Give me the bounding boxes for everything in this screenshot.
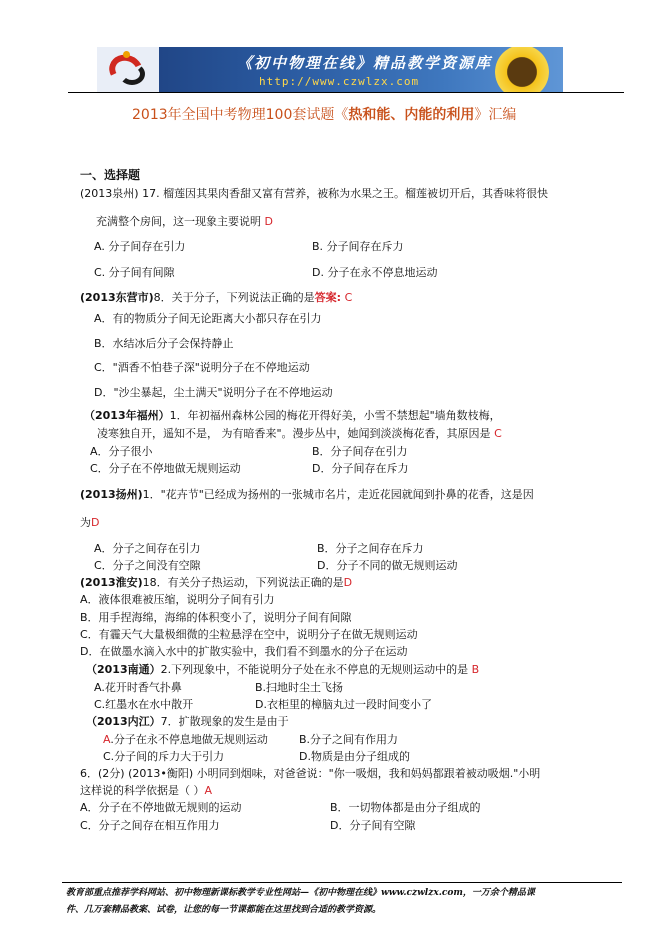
- q6-option-d: D.衣柜里的樟脑丸过一段时间变小了: [255, 698, 432, 711]
- q1-stem-line2: 充满整个房间，这一现象主要说明 D: [96, 215, 273, 228]
- footer-line1: 教育部重点推荐学科网站、初中物理新课标教学专业性网站—《初中物理在线》www.czwlzx.com，一万余个精品课: [66, 888, 535, 898]
- q4-stem-line1: (2013扬州)1．"花卉节"已经成为扬州的一张城市名片，走近花园就闻到扑鼻的花香，这是因: [80, 488, 534, 501]
- banner-url[interactable]: http://www.czwlzx.com: [259, 75, 420, 88]
- q8-option-a: A．分子在不停地做无规则的运动: [80, 801, 242, 814]
- q7-answer: A: [103, 733, 111, 746]
- header-rule: [68, 92, 624, 93]
- q4-option-c: C．分子之间没有空隙: [94, 559, 201, 572]
- q4-answer: D: [91, 516, 100, 529]
- q4-stem-line2: 为D: [80, 516, 100, 529]
- q6-option-b: B.扫地时尘土飞扬: [255, 681, 344, 694]
- q6-stem: （2013南通）2.下列现象中，不能说明分子处在永不停息的无规则运动中的是 B: [86, 663, 480, 676]
- q7-option-d: D.物质是由分子组成的: [299, 750, 410, 763]
- q8-stem-line1: 6．(2分) (2013•衡阳) 小明同到烟味，对爸爸说："你一吸烟，我和妈妈都跟着被动吸烟."小明: [80, 767, 541, 780]
- q3-option-d: D．分子间存在斥力: [312, 462, 409, 475]
- q8-option-b: B．一切物体都是由分子组成的: [330, 801, 481, 814]
- q7-option-b: B.分子之间有作用力: [299, 733, 399, 746]
- q8-option-c: C．分子之间存在相互作用力: [80, 819, 220, 832]
- q2-option-b: B．水结冰后分子会保持静止: [94, 337, 234, 350]
- section-heading: 一、选择题: [80, 168, 141, 182]
- q3-answer: C: [494, 427, 502, 440]
- site-logo: [97, 47, 159, 93]
- q4-option-d: D．分子不同的做无规则运动: [317, 559, 458, 572]
- document-title: 2013年全国中考物理100套试题《热和能、内能的利用》汇编: [132, 107, 517, 123]
- sunflower-icon: [487, 47, 557, 93]
- q6-answer: B: [471, 663, 480, 676]
- q1-option-c: C. 分子间有间隙: [94, 266, 175, 279]
- q3-option-b: B．分子间存在引力: [312, 445, 408, 458]
- q2-stem: (2013东营市)8．关于分子，下列说法正确的是答案: C: [80, 291, 353, 304]
- q8-stem-line2: 这样说的科学依据是（ ）A: [80, 784, 213, 797]
- q2-option-c: C．"酒香不怕巷子深"说明分子在不停地运动: [94, 361, 310, 374]
- q4-option-a: A．分子之间存在引力: [94, 542, 201, 555]
- q5-option-c: C．有霾天气大量极细微的尘粒悬浮在空中，说明分子在做无规则运动: [80, 628, 418, 641]
- q2-answer: C: [344, 291, 353, 304]
- q5-answer: D: [343, 576, 353, 589]
- footer-line2: 件、几万套精品教案、试卷，让您的每一节课都能在这里找到合适的教学资源。: [66, 905, 382, 915]
- q1-option-b: B. 分子间存在斥力: [312, 240, 404, 253]
- q2-option-d: D．"沙尘暴起，尘土满天"说明分子在不停地运动: [94, 386, 333, 399]
- q3-stem-line2: 凌寒独自开，遥知不是， 为有暗香来"。漫步丛中，她闻到淡淡梅花香，其原因是 C: [97, 427, 502, 440]
- q1-option-a: A. 分子间存在引力: [94, 240, 186, 253]
- q3-stem-line1: （2013年福州）1．年初福州森林公园的梅花开得好美，小雪不禁想起"墙角数枝梅，: [84, 409, 501, 422]
- q5-option-d: D．在做墨水滴入水中的扩散实验中，我们看不到墨水的分子在运动: [80, 645, 408, 658]
- q8-option-d: D．分子间有空隙: [330, 819, 416, 832]
- q7-option-c: C.分子间的斥力大于引力: [103, 750, 225, 763]
- q1-stem-line1: (2013泉州) 17. 榴莲因其果肉香甜又富有营养，被称为水果之王。榴莲被切开后，其香味将很快: [80, 187, 549, 200]
- q3-option-a: A．分子很小: [90, 445, 153, 458]
- site-banner: [97, 47, 563, 93]
- q7-stem: （2013内江）7．扩散现象的发生是由于: [86, 715, 289, 728]
- footer-rule: [62, 882, 622, 883]
- q8-answer: A: [204, 784, 213, 797]
- q5-option-b: B．用手捏海绵，海绵的体积变小了，说明分子间有间隙: [80, 611, 352, 624]
- q1-answer: D: [264, 215, 273, 228]
- q6-option-c: C.红墨水在水中散开: [94, 698, 194, 711]
- q3-option-c: C．分子在不停地做无规则运动: [90, 462, 241, 475]
- q4-option-b: B．分子之间存在斥力: [317, 542, 424, 555]
- banner-title: 《初中物理在线》精品教学资源库: [237, 54, 493, 72]
- q2-option-a: A．有的物质分子间无论距离大小都只存在引力: [94, 312, 322, 325]
- q1-option-d: D. 分子在永不停息地运动: [312, 266, 438, 279]
- q6-option-a: A.花开时香气扑鼻: [94, 681, 182, 694]
- q5-option-a: A．液体很难被压缩，说明分子间有引力: [80, 593, 275, 606]
- q5-stem: (2013淮安)18．有关分子热运动，下列说法正确的是D: [80, 576, 353, 589]
- q7-option-a: A.分子在永不停息地做无规则运动: [103, 733, 268, 746]
